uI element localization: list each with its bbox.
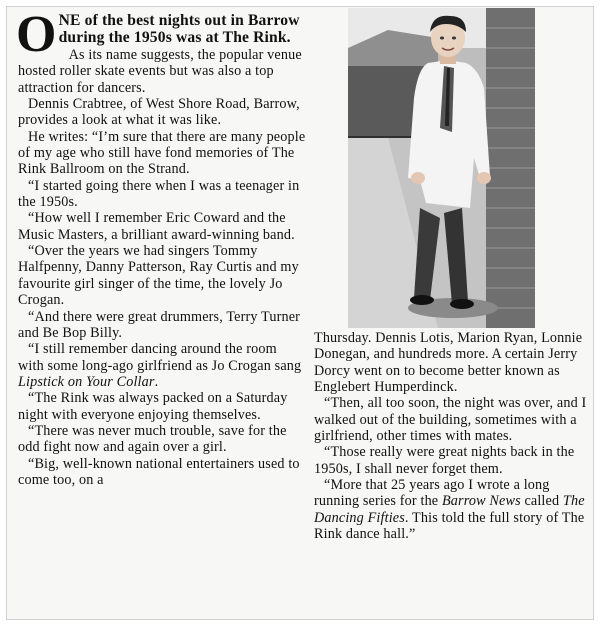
article-paragraph: “I started going there when I was a teenager in the 1950s. — [18, 177, 300, 211]
article-paragraph: “Those really were great nights back in the 1950s, I shall never forget them. — [314, 444, 575, 477]
photograph-man-icon — [348, 8, 535, 328]
article-paragraph: He writes: “I’m sure that there are many people of my age who still have fond memories of The Rink Ballroom on the Strand. — [18, 128, 306, 178]
drop-cap: O — [16, 6, 57, 63]
article-paragraph: “Over the years we had singers Tommy Halfpenny, Danny Patterson, Ray Curtis and my favourite girl singer of the time, the lovely Jo Crogan. — [18, 243, 299, 309]
punctuation: . — [154, 373, 159, 390]
article-paragraph: “Big, well-known national entertainers used to come too, on a — [18, 455, 300, 488]
article-column-left — [16, 6, 306, 488]
article-column-right — [314, 330, 590, 542]
paragraph-text: called — [520, 493, 563, 510]
article-paragraph: “And there were great drummers, Terry Turner and Be Bop Billy. — [18, 308, 301, 341]
article-paragraph: Dennis Crabtree, of West Shore Road, Barrow, provides a look at what it was like. — [18, 96, 300, 129]
paragraph-text: “More that 25 years ago I wrote a long running series for the — [314, 477, 550, 510]
article-paragraph: “There was never much trouble, save for the odd fight now and again over a girl. — [18, 422, 287, 456]
article-paragraph-final — [314, 477, 590, 542]
paragraph-text: “I still remember dancing around the room with some long-ago girlfriend as Jo Crogan sang — [18, 341, 302, 374]
song-title: Lipstick on Your Collar — [18, 373, 155, 390]
article-headline: NE of the best nights out in Barrow during the 1950s was at The Rink. — [58, 12, 300, 46]
article-photo — [348, 8, 535, 328]
article-paragraph: Thursday. Dennis Lotis, Marion Ryan, Lonnie Donegan, and hundreds more. A certain Jerry Dorcy went on to become better known as Englebert Humperdinck. — [314, 330, 583, 396]
article-paragraph: “The Rink was always packed on a Saturday night with everyone enjoying themselves. — [18, 390, 288, 423]
series-title: The Dancing Fifties — [314, 493, 585, 526]
newspaper-title: Barrow News — [441, 493, 521, 510]
paragraph-text: . This told the full story of The Rink dance hall.” — [314, 509, 585, 543]
article-paragraph: “How well I remember Eric Coward and the Music Masters, a brilliant award-winning band. — [18, 210, 295, 243]
article-paragraph: As its name suggests, the popular venue hosted roller skate events but was also a top attraction for dancers. — [18, 47, 302, 96]
article-paragraph-song — [18, 341, 306, 390]
article-paragraph: “Then, all too soon, the night was over, and I walked out of the building, sometimes with a girlfriend, other times with mates. — [314, 395, 587, 445]
